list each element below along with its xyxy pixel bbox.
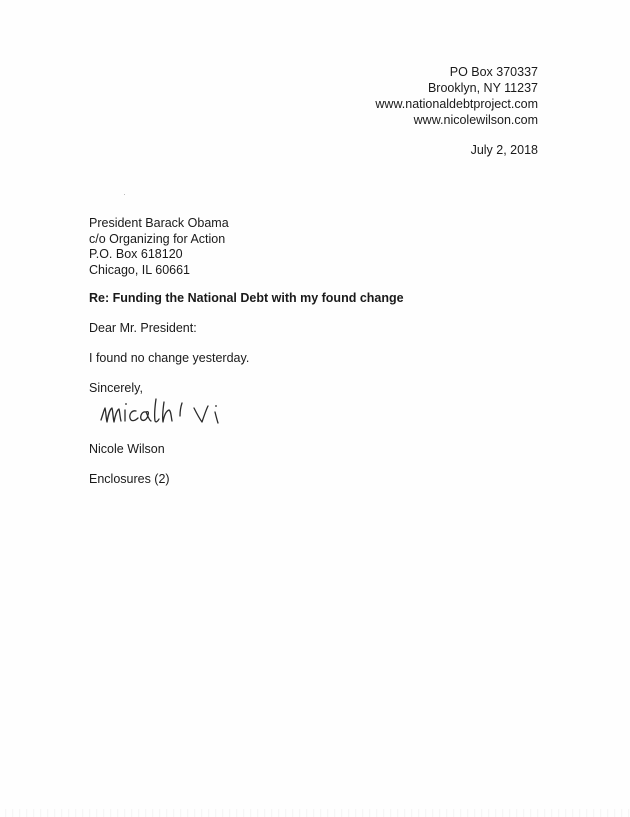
- recipient-care-of: c/o Organizing for Action: [89, 231, 226, 246]
- scan-edge: [0, 809, 630, 817]
- recipient-address-block: [89, 216, 229, 278]
- sender-website-national-debt: www.nationaldebtproject.com: [375, 97, 538, 111]
- letter-body: I found no change yesterday.: [89, 351, 250, 365]
- recipient-city-state-zip: Chicago, IL 60661: [89, 262, 191, 277]
- salutation: Dear Mr. President:: [89, 321, 197, 335]
- recipient-po-box: P.O. Box 618120: [89, 247, 183, 261]
- recipient-name: President Barack Obama: [89, 216, 229, 230]
- sender-address-block: [375, 64, 538, 128]
- closing: Sincerely,: [89, 381, 143, 395]
- sender-website-personal: www.nicolewilson.com: [413, 113, 538, 127]
- signer-name: Nicole Wilson: [89, 442, 165, 456]
- scan-speck: [124, 194, 125, 195]
- handwritten-signature: [98, 394, 238, 430]
- subject-line: Re: Funding the National Debt with my found change: [89, 291, 404, 305]
- letter-date: July 2, 2018: [470, 143, 538, 157]
- sender-city-state-zip: Brooklyn, NY 11237: [427, 81, 538, 95]
- sender-po-box: PO Box 370337: [449, 65, 538, 79]
- enclosures-note: Enclosures (2): [89, 472, 170, 486]
